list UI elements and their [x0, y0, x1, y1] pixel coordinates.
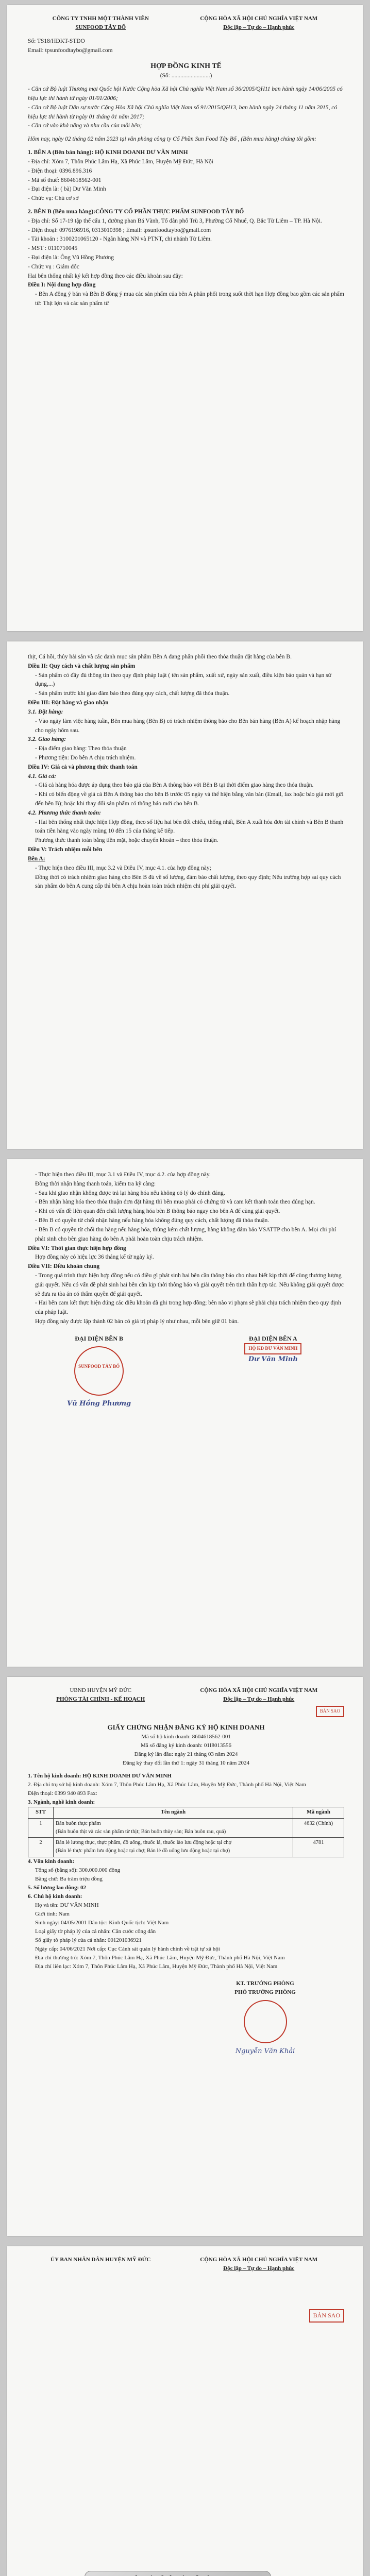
clause-heading: Điều II: Quy cách và chất lượng sản phẩm [28, 663, 136, 669]
clause-line: - Sau khi giao nhận không được trả lại hàng hóa nếu không có lý do chính đáng. [35, 1190, 225, 1196]
company-email: Email: tpsunfoodtaybo@gmail.com [28, 47, 113, 54]
registration-line: Đăng ký lần đầu: ngày 21 tháng 03 năm 2024 [134, 1751, 238, 1758]
article-1-line: - Bên A đồng ý bán và Bên B đồng ý mua các sản phẩm của bên A phân phối trong suốt thời hạn Hợp đồng bao gồm các sản phẩm từ: Thịt lợn và các sản phẩm từ [35, 291, 344, 307]
table-cell: 4781 [293, 1838, 344, 1857]
clause-subheading: 4.1. Giá cả: [28, 773, 56, 779]
agreement-line: Hai bên thống nhất ký kết hợp đồng theo các điều khoản sau đây: [28, 273, 183, 279]
certificate-item: Địa chỉ thường trú: Xóm 7, Thôn Phúc Lâm Hạ, Xã Phúc Lâm, Huyện Mỹ Đức, Thành phố Hà Nội, Việt Nam [35, 1955, 285, 1961]
certificate-item: Sinh ngày: 04/05/2001 Dân tộc: Kinh Quốc tịch: Việt Nam [35, 1919, 169, 1926]
company-name: CÔNG TY TNHH MỘT THÀNH VIÊN [52, 15, 149, 22]
table-cell: 1 [28, 1818, 54, 1838]
clause-heading: Điều III: Đặt hàng và giao nhận [28, 700, 109, 706]
table-header: Tên ngành [54, 1807, 293, 1818]
clause-line: - Hai bên thống nhất thực hiện Hợp đồng, theo số liệu hai bên đối chiếu, thống nhất, Bên A xuất hóa đơn tài chính và Bên B thanh toán tiền hàng vào ngày mùng 10 đến 15 của tháng kế tiếp. [35, 819, 344, 835]
party-a-line: - Địa chỉ: Xóm 7, Thôn Phúc Lâm Hạ, Xã Phúc Lâm, Huyện Mỹ Đức, Hà Nội [28, 158, 213, 165]
party-b-line: - Đại diện là: Ông Vũ Hồng Phương [28, 255, 114, 261]
article-1-heading: Điều I: Nội dung hợp đồng [28, 282, 96, 289]
certificate-item: Loại giấy tờ pháp lý của cá nhân: Căn cước công dân [35, 1928, 156, 1935]
party-a-line: - Điện thoại: 0396.896.316 [28, 167, 92, 174]
clause-heading: Điều VI: Thời gian thực hiện hợp đồng [28, 1245, 126, 1251]
nation-header: CỘNG HÒA XÃ HỘI CHỦ NGHĨA VIỆT NAM [200, 1687, 318, 1693]
business-registration-page [7, 1677, 363, 2236]
signer-name-b: Vũ Hồng Phương [67, 1400, 131, 1408]
party-b-line: - Tài khoản : 3100201065120 - Ngân hàng NN và PTNT, chi nhánh Từ Liêm. [28, 236, 212, 243]
party-a-line: - Mã số thuế: 8604618562-001 [28, 177, 102, 183]
intro-line: Hôm nay, ngày 02 tháng 02 năm 2023 tại văn phòng công ty Cổ Phần Sun Food Tây Bố , (Bên mua hàng) chúng tôi gồm: [28, 136, 316, 143]
signature-block [28, 1334, 344, 1409]
party-a-heading: 1. BÊN A (Bên bán hàng): HỘ KINH DOANH DƯ VĂN MINH [28, 149, 188, 156]
basis-line: - Căn cứ Bộ luật Dân sự nước Cộng Hòa Xã hội Chủ nghĩa Việt Nam số 91/2015/QH13, ban hành ngày 24 tháng 11 năm 2015, có hiệu lực thi hành từ ngày 01 tháng 01 năm 2017; [28, 104, 338, 120]
certificate-item: Bằng chữ: Ba trăm triệu đồng [35, 1875, 103, 1882]
signature-title-b: ĐẠI DIỆN BÊN B [75, 1334, 123, 1342]
document-number: Số: TS18/HĐKT-STĐO [28, 38, 85, 45]
registration-line: Mã số đăng ký kinh doanh: 01I8013556 [141, 1742, 231, 1749]
clause-subheading: 3.2. Giao hàng: [28, 736, 66, 743]
issuer-org: UBND HUYỆN MỸ ĐỨC [70, 1687, 131, 1693]
issuer-dept: PHÒNG TÀI CHÍNH - KẾ HOẠCH [56, 1696, 145, 1703]
clause-line: Đồng thời có trách nhiệm giao hàng cho Bên B đủ về số lượng, đảm bảo chất lượng, theo quy định; Nếu trường hợp sai quy cách sản phẩm do bên A cung cấp thì bên A chịu hoàn toàn trách nhiệm chi phí giải quyết. [35, 874, 341, 890]
table-row [28, 1838, 344, 1857]
registration-line: Đăng ký thay đổi lần thứ 1: ngày 31 tháng 10 năm 2024 [122, 1760, 250, 1767]
registration-number: Mã số hộ kinh doanh: 8604618562-001 [141, 1733, 231, 1740]
certificate-item: 5. Số lượng lao động: 02 [28, 1884, 86, 1891]
party-b-line: - MST : 0110710045 [28, 245, 78, 252]
signature-title-a: ĐẠI DIỆN BÊN A [249, 1334, 297, 1342]
clause-line: - Bên B có quyền từ chối thu hàng nếu hàng hóa, thùng kém chất lượng, hàng không đảm bảo VSATTP cho bên A. Mọi chi phí phát sinh cho bên giao hàng do bên A phải hoàn toàn chịu trách nhiệm. [35, 1226, 337, 1242]
nation-motto: Độc lập – Tự do – Hạnh phúc [223, 24, 295, 31]
clause-subheading: Bên A: [28, 855, 45, 862]
business-lines-table [28, 1807, 344, 1857]
contract-page-1 [7, 5, 363, 631]
clause-line: - Thực hiện theo điều III, mục 3.1 và Điều IV, mục 4.2. của hợp đồng này. [35, 1172, 211, 1178]
issuer-org: ỦY BAN NHÂN DÂN HUYỆN MỸ ĐỨC [51, 2257, 151, 2263]
document-title: HỢP ĐỒNG KINH TẾ [150, 62, 222, 70]
signer-title: KT. TRƯỞNG PHÒNG [236, 1980, 294, 1987]
clause-line: Hợp đồng này được lập thành 02 bản có giá trị pháp lý như nhau, mỗi bên giữ 01 bản. [35, 1318, 239, 1325]
signer-name-a: Dư Văn Minh [248, 1355, 298, 1364]
certificate-item: Họ và tên: DƯ VĂN MINH [35, 1902, 99, 1908]
clause-line: - Vào ngày làm việc hàng tuần, Bên mua hàng (Bên B) có trách nhiệm thông báo cho Bên bán hàng (Bên A) kế hoạch nhập hàng cho ngày hôm sau. [35, 718, 341, 734]
clause-line: - Khi có vấn đề liên quan đến chất lượng hàng hóa bên B thông báo ngay cho bên A để cùng giải quyết. [35, 1208, 280, 1215]
copy-stamp: BẢN SAO [316, 1706, 344, 1717]
table-cell: Bán lẻ lương thực, thực phẩm, đồ uống, thuốc lá, thuốc lào lưu động hoặc tại chợ (Bán lẻ thực phẩm lưu động hoặc tại chợ; Bán lẻ đồ uống lưu động hoặc tại chợ) [54, 1838, 293, 1857]
clause-subheading: 3.1. Đặt hàng: [28, 708, 63, 715]
clause-line: - Bên nhận hàng hóa theo thỏa thuận đơn đặt hàng thì bên mua phải có chứng từ và cam kết thanh toán theo đúng hạn. [35, 1199, 315, 1206]
company-name-2: SUNFOOD TÂY BỐ [75, 24, 126, 31]
nation-motto: Độc lập – Tự do – Hạnh phúc [223, 2265, 295, 2272]
copy-stamp: BẢN SAO [309, 2309, 344, 2323]
clause-line: Đồng thời nhận hàng thanh toán, kiểm tra kỹ càng: [35, 1180, 156, 1187]
clause-line: - Khi có biến động về giá cả Bên A thông báo cho bên B trước 05 ngày và thể hiện bằng văn bản (Email, fax hoặc báo giá mới gửi đến bên B); hoặc khi thay đổi sản phẩm có thông báo mới cho bên B. [35, 791, 344, 807]
certificate-item: Số giấy tờ pháp lý của cá nhân: 001201036921 [35, 1937, 142, 1944]
party-a-line: - Đại diện là: ( bà) Dư Văn Minh [28, 186, 106, 193]
party-a-line: - Chức vụ: Chủ cơ sở [28, 195, 79, 202]
certificate-item: 1. Tên hộ kinh doanh: HỘ KINH DOANH DƯ VĂN MINH [28, 1773, 172, 1780]
table-header: STT [28, 1807, 54, 1818]
party-b-line: - Địa chỉ: Số 17-19 tập thể cấu 1, đường phan Bá Vành, Tổ dân phố Trù 3, Phường Cổ Nhuế, Q. Bắc Từ Liêm – TP. Hà Nội. [28, 217, 322, 224]
party-b-line: - Điện thoại: 0976198916, 0313010398 ; Email: tpsunfoodtaybo@gmail.com [28, 227, 211, 233]
certificate-item: Giới tính: Nam [35, 1910, 70, 1917]
certificate-item: Ngày cấp: 04/06/2021 Nơi cấp: Cục Cảnh sát quản lý hành chính về trật tự xã hội [35, 1946, 220, 1953]
clause-line: - Bên B có quyền từ chối nhận hàng nếu hàng hóa không đúng quy cách, chất lượng đã thỏa thuận. [35, 1217, 270, 1224]
certificate-item: 6. Chủ hộ kinh doanh: [28, 1893, 82, 1900]
business-stamp-a: HỘ KD DƯ VĂN MINH [244, 1343, 301, 1354]
table-header: Mã ngành [293, 1807, 344, 1818]
basis-line: - Căn cứ vào khả năng và nhu cầu của mỗi bên; [28, 123, 142, 129]
clause-line: - Thực hiện theo điều III, mục 3.2 và Điều IV, mục 4.1. của hợp đồng này; [35, 865, 211, 871]
party-b-heading: 2. BÊN B (Bên mua hàng):CÔNG TY CỔ PHẦN THỰC PHẨM SUNFOOD TÂY BỐ [28, 208, 244, 215]
document-title-number: (Số: ..........................) [160, 73, 212, 79]
certificate-item: 3. Ngành, nghề kinh doanh: [28, 1799, 95, 1806]
nation-header: CỘNG HÒA XÃ HỘI CHỦ NGHĨA VIỆT NAM [200, 15, 318, 22]
certificate-item: Điện thoại: 0399 940 893 Fax: [28, 1790, 97, 1797]
clause-line: - Sản phẩm trước khi giao đảm bảo theo đúng quy cách, chất lượng đã thỏa thuận. [35, 690, 230, 697]
id-card-copy-page [7, 2246, 363, 2576]
clause-heading: Điều VII: Điều khoản chung [28, 1263, 100, 1270]
clause-line: - Địa điểm giao hàng: Theo thỏa thuận [35, 745, 127, 752]
nation-motto: Độc lập – Tự do – Hạnh phúc [223, 1696, 295, 1703]
contract-page-2 [7, 641, 363, 1149]
clause-subheading: 4.2. Phương thức thanh toán: [28, 809, 102, 816]
table-row [28, 1818, 344, 1838]
id-card-front [85, 2571, 271, 2576]
certificate-item: Tổng số (bằng số): 300.000.000 đồng [35, 1867, 121, 1873]
certificate-item: Địa chỉ liên lạc: Xóm 7, Thôn Phúc Lâm Hạ, Xã Phúc Lâm, Huyện Mỹ Đức, Thành phố Hà Nội, Việt Nam [35, 1963, 278, 1970]
clause-line: - Trong quá trình thực hiện hợp đồng nếu có điều gì phát sinh hai bên cần thông báo cho nhau biết kịp thời để cùng thương lượng giải quyết. Nếu có vấn đề phát sinh hai bên cần kịp thời thông báo và giải quyết trên tinh thần hợp tác. Nếu không giải quyết được sẽ đưa ra tòa án có thẩm quyền để giải quyết. [35, 1272, 344, 1297]
basis-line: - Căn cứ Bộ luật Thương mại Quốc hội Nước Cộng hòa Xã hội Chủ nghĩa Việt Nam số 36/2005/QH11 ban hành ngày 14/06/2005 có hiệu lực thi hành từ ngày 01/01/2006; [28, 86, 343, 102]
official-seal [244, 2000, 287, 2043]
clause-line: Phương thức thanh toán bằng tiền mặt, hoặc chuyển khoản – theo thỏa thuận. [35, 837, 218, 844]
clause-line: - Phương tiện: Do bên A chịu trách nhiệm. [35, 754, 136, 761]
table-cell: 4632 (Chính) [293, 1818, 344, 1838]
clause-line: - Giá cả hàng hóa được áp dụng theo báo giá của Bên A thông báo với Bên B tại thời điểm giao hàng theo thỏa thuận. [35, 782, 314, 789]
contract-page-3 [7, 1159, 363, 1667]
signer-name: Nguyễn Văn Khải [235, 2047, 295, 2056]
certificate-item: 4. Vốn kinh doanh: [28, 1858, 75, 1865]
clause-line: Hợp đồng này có hiệu lực 36 tháng kể từ ngày ký. [35, 1254, 154, 1261]
certificate-title: GIẤY CHỨNG NHẬN ĐĂNG KÝ HỘ KINH DOANH [107, 1723, 265, 1731]
table-cell: 2 [28, 1838, 54, 1857]
clause-line: - Sản phẩm có đầy đủ thông tin theo quy định pháp luật ( tên sản phẩm, xuất xứ, ngày sản xuất, điều kiện bảo quản và hạn sử dụng,...) [35, 672, 331, 688]
nation-header: CỘNG HÒA XÃ HỘI CHỦ NGHĨA VIỆT NAM [200, 2257, 318, 2263]
certificate-item: 2. Địa chỉ trụ sở hộ kinh doanh: Xóm 7, Thôn Phúc Lâm Hạ, Xã Phúc Lâm, Huyện Mỹ Đức, Thành phố Hà Nội, Việt Nam [28, 1782, 306, 1788]
signer-title-2: PHÓ TRƯỞNG PHÒNG [234, 1989, 296, 1996]
clause-heading: Điều IV: Giá cả và phương thức thanh toán [28, 764, 138, 770]
party-b-line: - Chức vụ : Giám đốc [28, 263, 79, 270]
clause-line: thịt, Cá hồi, thủy hải sản và các danh mục sản phẩm Bên A đang phân phối theo thỏa thuận đặt hàng của bên B. [28, 654, 292, 660]
company-seal-b: SUNFOOD TÂY BỐ [74, 1346, 124, 1396]
clause-heading: Điều V: Trách nhiệm mỗi bên [28, 846, 103, 853]
clause-line: - Hai bên cam kết thực hiện đúng các điều khoản đã ghi trong hợp đồng; bên nào vi phạm sẽ phải chịu trách nhiệm theo quy định của pháp luật. [35, 1300, 341, 1316]
table-cell: Bán buôn thực phẩm (Bán buôn thịt và các sản phẩm từ thịt; Bán buôn thủy sản; Bán buôn rau, quả) [54, 1818, 293, 1838]
